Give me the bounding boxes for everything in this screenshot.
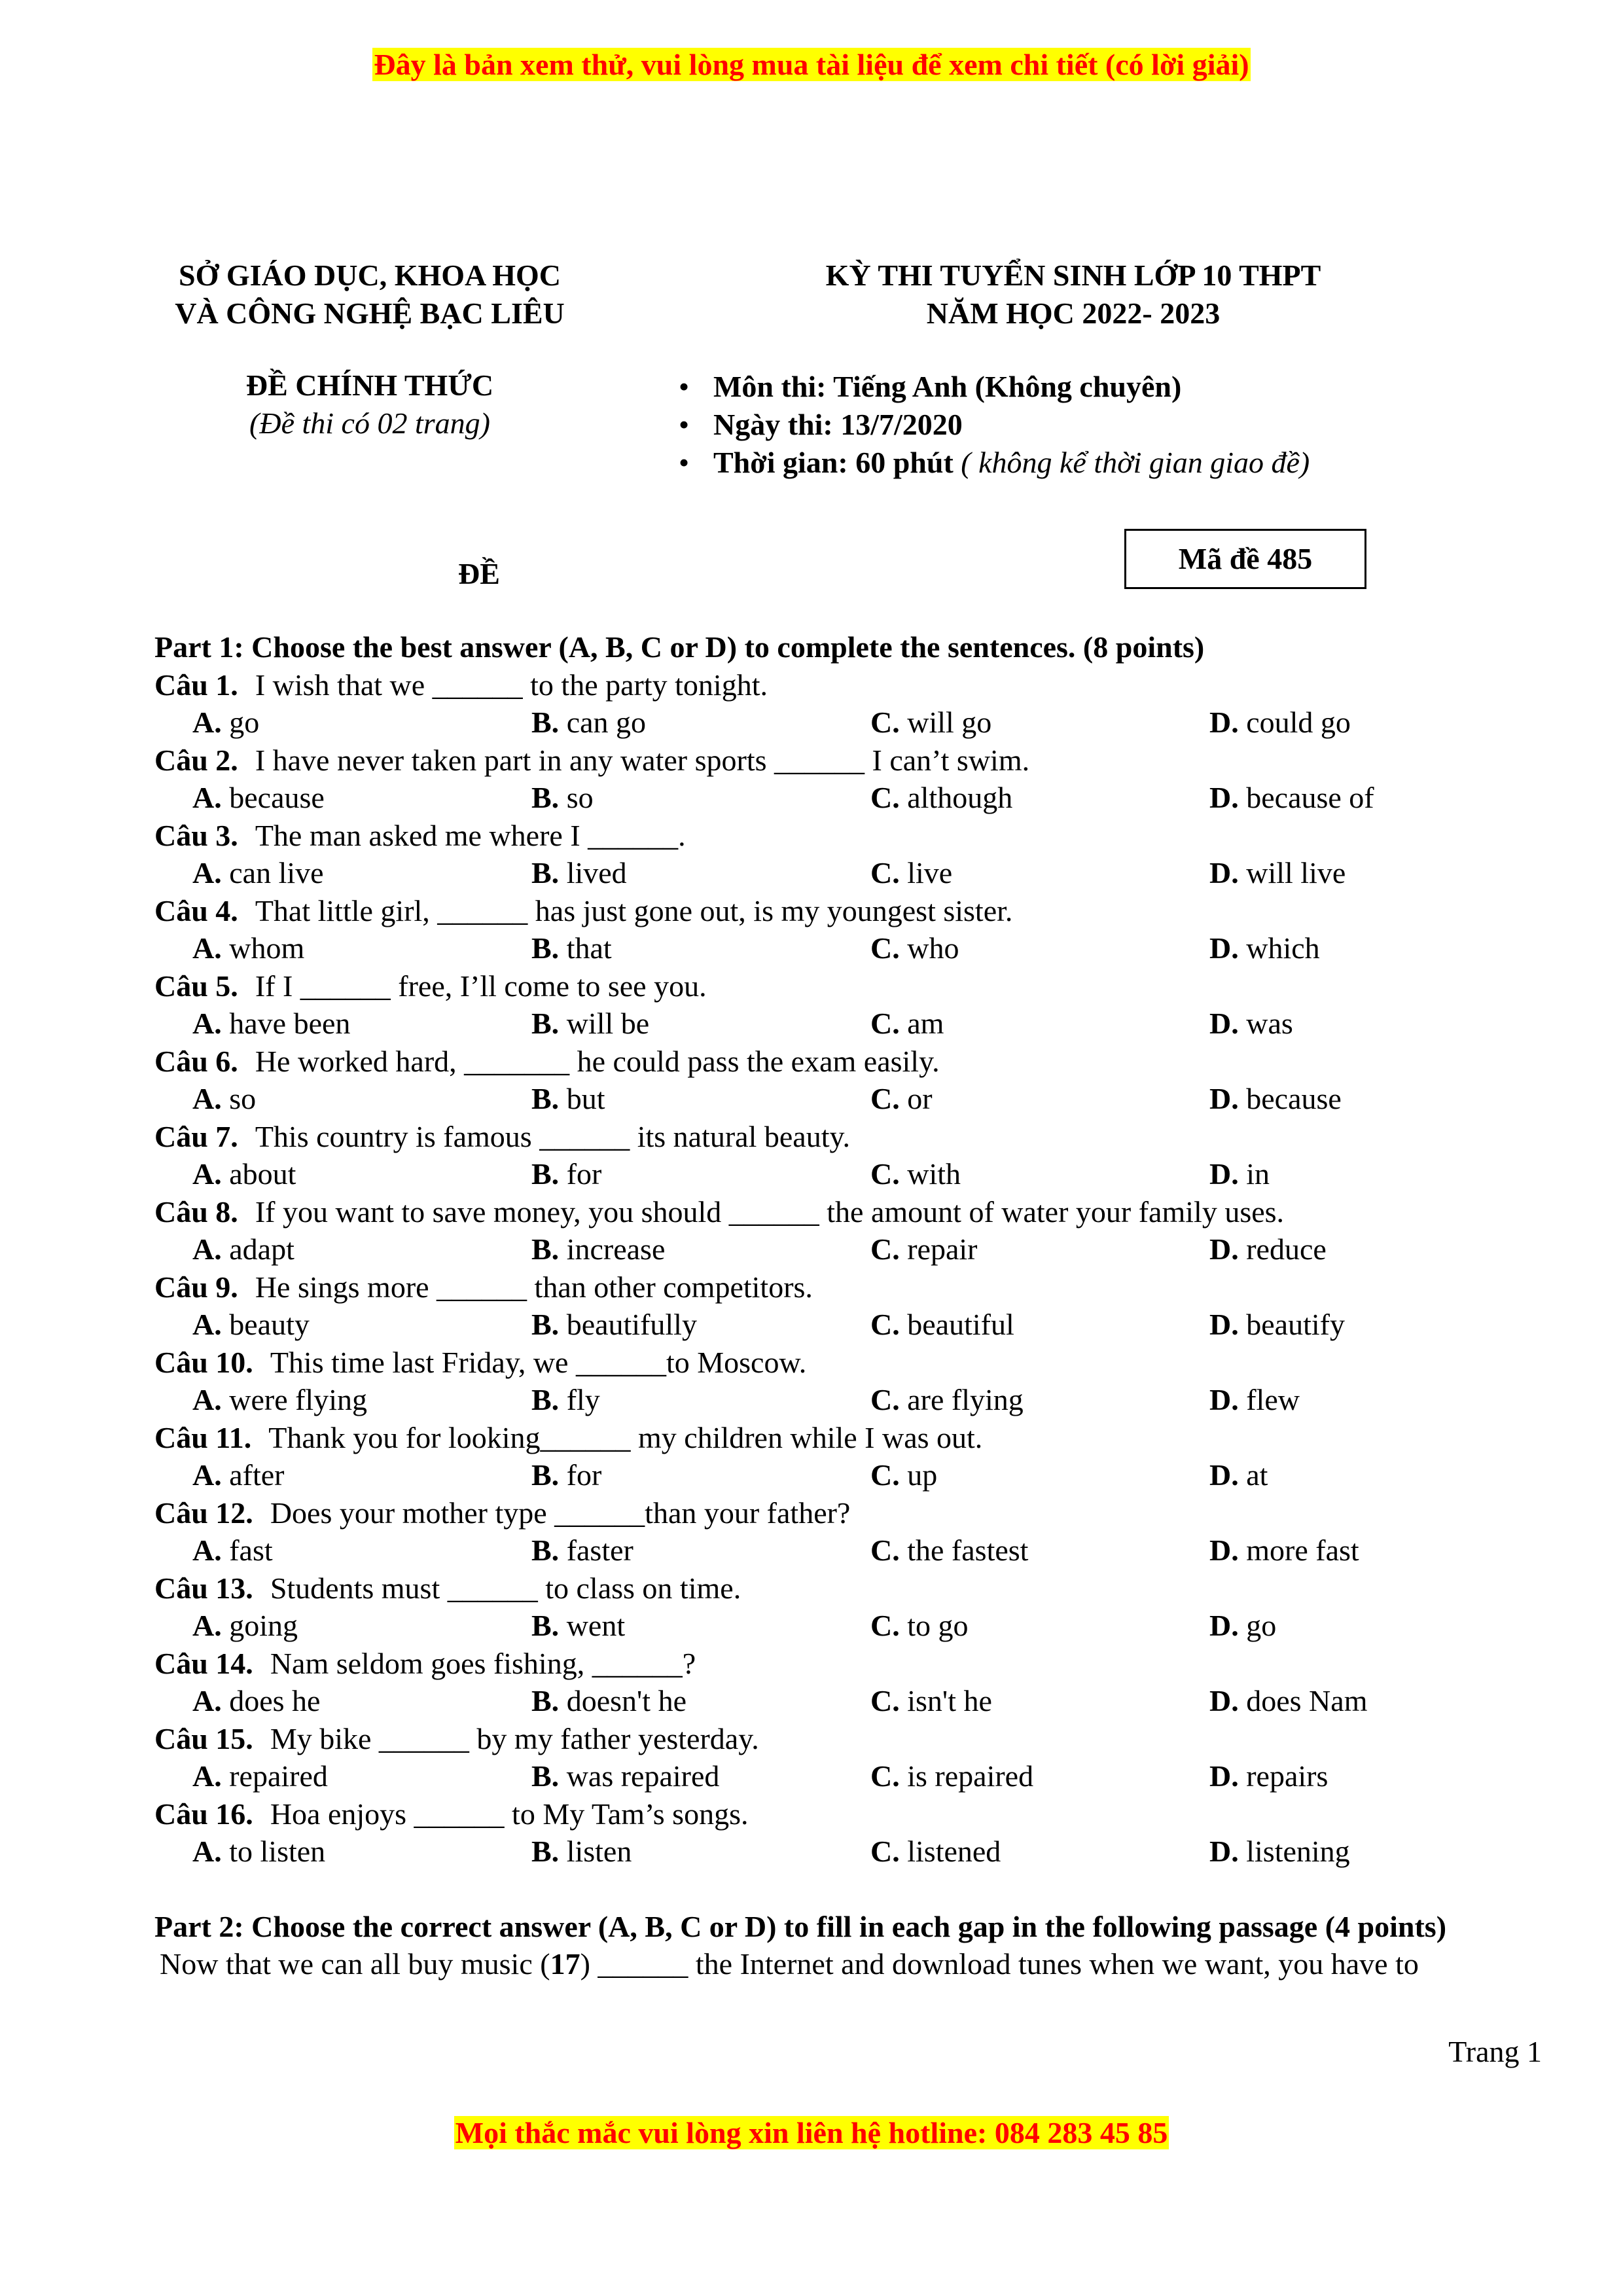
bullet-icon: •: [678, 446, 690, 479]
answer-option: [192, 1682, 531, 1720]
option-letter: A.: [192, 1759, 222, 1793]
page-number: Trang 1: [1448, 2035, 1542, 2068]
option-text: reduce: [1246, 1232, 1327, 1266]
question-number: Câu 1.: [154, 668, 238, 702]
option-letter: A.: [192, 1232, 222, 1266]
answer-option: [192, 1456, 531, 1494]
question-number: Câu 5.: [154, 969, 238, 1003]
question-number: Câu 9.: [154, 1270, 238, 1304]
option-letter: A.: [192, 1534, 222, 1567]
answer-option: [870, 1306, 1209, 1344]
option-letter: D.: [1209, 1759, 1239, 1793]
answer-option: [870, 1682, 1209, 1720]
question-row: [154, 817, 1548, 855]
option-text: will live: [1246, 856, 1346, 889]
answer-option: [870, 1230, 1209, 1268]
question-number: Câu 13.: [154, 1571, 253, 1605]
question-number: Câu 11.: [154, 1420, 252, 1454]
answer-options: [154, 1456, 1548, 1494]
option-text: beautify: [1246, 1308, 1345, 1341]
question-text: Hoa enjoys ______ to My Tam’s songs.: [270, 1797, 749, 1831]
answer-option: [192, 854, 531, 892]
answer-options: [154, 1080, 1548, 1118]
answer-option: [531, 1230, 870, 1268]
answer-options: [154, 1532, 1548, 1570]
option-text: go: [229, 706, 260, 739]
option-letter: B.: [531, 781, 560, 814]
answer-option: [1209, 1833, 1548, 1871]
answer-option: [1209, 929, 1548, 967]
option-text: was repaired: [566, 1759, 720, 1793]
option-text: live: [907, 856, 953, 889]
hotline-banner: [0, 2115, 1623, 2150]
option-letter: C.: [870, 1759, 900, 1793]
answer-option: [192, 1080, 531, 1118]
answer-options: [154, 1607, 1548, 1645]
option-letter: B.: [531, 1157, 560, 1191]
question-number: Câu 4.: [154, 893, 238, 927]
answer-option: [870, 1607, 1209, 1645]
answer-option: [531, 1757, 870, 1795]
option-text: but: [566, 1082, 605, 1115]
option-text: the fastest: [907, 1534, 1029, 1567]
option-letter: A.: [192, 1082, 222, 1115]
answer-option: [192, 779, 531, 817]
option-text: to listen: [229, 1835, 326, 1868]
answer-option: [531, 1005, 870, 1043]
answer-option: [531, 1155, 870, 1193]
question-row: [154, 1720, 1548, 1758]
option-letter: A.: [192, 1835, 222, 1868]
answer-option: [870, 1381, 1209, 1419]
official-label: ĐỀ CHÍNH THỨC: [245, 368, 494, 402]
question-text: I have never taken part in any water sports ______ I can’t swim.: [255, 743, 1030, 777]
question-text: This time last Friday, we ______to Moscow.: [270, 1345, 807, 1379]
option-letter: B.: [531, 1835, 560, 1868]
pages-note: (Đề thi có 02 trang): [249, 406, 490, 440]
option-text: were flying: [229, 1383, 367, 1416]
option-text: isn't he: [907, 1684, 992, 1717]
answer-option: [192, 704, 531, 742]
question-number: Câu 8.: [154, 1194, 238, 1229]
answer-option: [1209, 1381, 1548, 1419]
option-text: for: [566, 1157, 602, 1191]
answer-option: [192, 1381, 531, 1419]
question-text: Does your mother type ______than your father?: [270, 1496, 851, 1530]
department-header: [131, 257, 609, 332]
answer-option: [531, 1833, 870, 1871]
option-letter: C.: [870, 1308, 900, 1341]
part2-title: Part 2: Choose the correct answer (A, B, C or D) to fill in each gap in the following passage (4 points): [154, 1909, 1447, 1943]
option-letter: C.: [870, 1684, 900, 1717]
answer-options: [154, 1682, 1548, 1720]
answer-option: [1209, 1005, 1548, 1043]
question-row: [154, 1494, 1548, 1532]
school-year: NĂM HỌC 2022- 2023: [926, 296, 1221, 330]
answer-option: [192, 1155, 531, 1193]
option-letter: B.: [531, 706, 560, 739]
option-letter: D.: [1209, 1458, 1239, 1492]
answer-option: [870, 1080, 1209, 1118]
option-text: listened: [907, 1835, 1001, 1868]
question-text: Nam seldom goes fishing, ______?: [270, 1646, 696, 1680]
option-text: will go: [907, 706, 992, 739]
answer-option: [1209, 779, 1548, 817]
date-text: Ngày thi: 13/7/2020: [713, 408, 963, 441]
option-text: which: [1246, 931, 1320, 965]
answer-option: [192, 1005, 531, 1043]
option-letter: B.: [531, 1458, 560, 1492]
option-text: repair: [907, 1232, 978, 1266]
option-text: listen: [566, 1835, 632, 1868]
question-row: [154, 892, 1548, 930]
option-letter: C.: [870, 856, 900, 889]
option-text: because: [1246, 1082, 1342, 1115]
option-letter: A.: [192, 1157, 222, 1191]
answer-option: [870, 1833, 1209, 1871]
option-letter: D.: [1209, 1007, 1239, 1040]
answer-option: [870, 929, 1209, 967]
de-label: ĐỀ: [458, 557, 500, 590]
option-text: because of: [1246, 781, 1374, 814]
option-letter: C.: [870, 931, 900, 965]
question-number: Câu 7.: [154, 1119, 238, 1153]
department-line-1: SỞ GIÁO DỤC, KHOA HỌC: [178, 259, 561, 292]
answer-option: [870, 1456, 1209, 1494]
answer-option: [531, 1607, 870, 1645]
option-letter: D.: [1209, 1082, 1239, 1115]
option-letter: D.: [1209, 1157, 1239, 1191]
answer-options: [154, 1833, 1548, 1871]
option-text: more fast: [1246, 1534, 1359, 1567]
answer-option: [192, 1607, 531, 1645]
option-letter: D.: [1209, 1609, 1239, 1642]
option-letter: A.: [192, 931, 222, 965]
answer-options: [154, 779, 1548, 817]
exam-info-subject: [654, 368, 1310, 406]
answer-option: [531, 1532, 870, 1570]
answer-option: [870, 779, 1209, 817]
option-letter: B.: [531, 1684, 560, 1717]
question-row: [154, 1344, 1548, 1382]
answer-option: [1209, 1757, 1548, 1795]
answer-option: [192, 1757, 531, 1795]
option-letter: C.: [870, 1534, 900, 1567]
answer-option: [531, 1381, 870, 1419]
answer-option: [1209, 1682, 1548, 1720]
question-number: Câu 3.: [154, 818, 238, 852]
option-letter: B.: [531, 1007, 560, 1040]
question-row: [154, 666, 1548, 704]
exam-info-date: [654, 406, 1310, 444]
option-letter: D.: [1209, 1534, 1239, 1567]
answer-option: [531, 1306, 870, 1344]
exam-code-box: Mã đề 485: [1124, 529, 1366, 589]
question-text: He sings more ______ than other competitors.: [255, 1270, 813, 1304]
answer-option: [1209, 1155, 1548, 1193]
option-letter: C.: [870, 1609, 900, 1642]
question-number: Câu 14.: [154, 1646, 253, 1680]
option-letter: C.: [870, 1007, 900, 1040]
bullet-icon: •: [678, 370, 690, 403]
option-letter: B.: [531, 1534, 560, 1567]
question-number: Câu 16.: [154, 1797, 253, 1831]
option-letter: D.: [1209, 1684, 1239, 1717]
answer-option: [192, 1230, 531, 1268]
option-text: doesn't he: [566, 1684, 687, 1717]
option-text: go: [1246, 1609, 1277, 1642]
hotline-banner-text: Mọi thắc mắc vui lòng xin liên hệ hotline: 084 283 45 85: [455, 2116, 1168, 2149]
option-letter: C.: [870, 781, 900, 814]
option-text: although: [907, 781, 1013, 814]
answer-options: [154, 1381, 1548, 1419]
option-letter: C.: [870, 1157, 900, 1191]
question-row: [154, 1795, 1548, 1833]
answer-option: [1209, 854, 1548, 892]
option-text: can go: [566, 706, 647, 739]
answer-option: [531, 779, 870, 817]
option-text: in: [1246, 1157, 1270, 1191]
option-text: are flying: [907, 1383, 1024, 1416]
option-text: fast: [229, 1534, 273, 1567]
answer-option: [1209, 1306, 1548, 1344]
question-row: [154, 1645, 1548, 1683]
answer-options: [154, 704, 1548, 742]
question-text: If you want to save money, you should ______ the amount of water your family uses.: [255, 1194, 1285, 1229]
option-letter: C.: [870, 1458, 900, 1492]
option-text: repairs: [1246, 1759, 1329, 1793]
option-text: after: [229, 1458, 285, 1492]
option-text: does he: [229, 1684, 321, 1717]
option-letter: B.: [531, 856, 560, 889]
answer-option: [1209, 1080, 1548, 1118]
option-letter: D.: [1209, 1232, 1239, 1266]
option-text: does Nam: [1246, 1684, 1368, 1717]
department-line-2: VÀ CÔNG NGHỆ BẠC LIÊU: [175, 296, 565, 330]
part1-title: Part 1: Choose the best answer (A, B, C or D) to complete the sentences. (8 points): [154, 630, 1205, 664]
question-number: Câu 15.: [154, 1721, 253, 1755]
exam-info-time: [654, 444, 1310, 482]
answer-option: [192, 1306, 531, 1344]
option-text: flew: [1246, 1383, 1300, 1416]
question-text: This country is famous ______ its natural beauty.: [255, 1119, 851, 1153]
option-letter: D.: [1209, 706, 1239, 739]
option-text: listening: [1246, 1835, 1350, 1868]
option-letter: C.: [870, 1082, 900, 1115]
option-letter: A.: [192, 1458, 222, 1492]
option-text: whom: [229, 931, 305, 965]
answer-option: [870, 1757, 1209, 1795]
exam-info-list: [654, 368, 1310, 482]
option-letter: D.: [1209, 1308, 1239, 1341]
passage-start: Now that we can all buy music (: [160, 1947, 550, 1981]
question-text: I wish that we ______ to the party tonight.: [255, 668, 768, 702]
option-text: beautiful: [907, 1308, 1014, 1341]
question-text: He worked hard, _______ he could pass the exam easily.: [255, 1044, 940, 1078]
answer-option: [531, 704, 870, 742]
option-text: who: [907, 931, 959, 965]
answer-option: [192, 1532, 531, 1570]
option-text: going: [229, 1609, 298, 1642]
question-text: My bike ______ by my father yesterday.: [270, 1721, 759, 1755]
option-letter: C.: [870, 1835, 900, 1868]
question-row: [154, 1570, 1548, 1607]
option-text: can live: [229, 856, 324, 889]
option-letter: D.: [1209, 931, 1239, 965]
exam-content: [154, 628, 1548, 1983]
option-text: have been: [229, 1007, 351, 1040]
option-letter: B.: [531, 1383, 560, 1416]
question-number: Câu 12.: [154, 1496, 253, 1530]
answer-option: [531, 1456, 870, 1494]
answer-option: [1209, 704, 1548, 742]
question-number: Câu 6.: [154, 1044, 238, 1078]
option-text: adapt: [229, 1232, 294, 1266]
option-letter: B.: [531, 1082, 560, 1115]
option-text: because: [229, 781, 325, 814]
answer-option: [870, 1155, 1209, 1193]
official-block: [131, 367, 609, 442]
answer-options: [154, 854, 1548, 892]
option-text: so: [229, 1082, 257, 1115]
answer-option: [1209, 1532, 1548, 1570]
answer-options: [154, 1230, 1548, 1268]
preview-banner: [0, 47, 1623, 82]
exam-title: KỲ THI TUYỂN SINH LỚP 10 THPT: [825, 259, 1321, 292]
option-letter: A.: [192, 1383, 222, 1416]
subject-text: Môn thi: Tiếng Anh (Không chuyên): [713, 370, 1182, 403]
option-letter: C.: [870, 706, 900, 739]
answer-option: [531, 1682, 870, 1720]
option-letter: D.: [1209, 781, 1239, 814]
gap-number: 17: [550, 1947, 580, 1981]
answer-options: [154, 1155, 1548, 1193]
option-text: beauty: [229, 1308, 310, 1341]
question-row: [154, 967, 1548, 1005]
option-text: is repaired: [907, 1759, 1034, 1793]
answer-option: [870, 1532, 1209, 1570]
option-letter: D.: [1209, 1383, 1239, 1416]
option-text: about: [229, 1157, 296, 1191]
option-text: at: [1246, 1458, 1268, 1492]
answer-option: [192, 1833, 531, 1871]
question-text: If I ______ free, I’ll come to see you.: [255, 969, 707, 1003]
option-text: lived: [566, 856, 627, 889]
answer-option: [192, 929, 531, 967]
passage-text: [154, 1945, 1548, 1983]
option-text: faster: [566, 1534, 633, 1567]
answer-option: [1209, 1456, 1548, 1494]
option-text: that: [566, 931, 612, 965]
answer-option: [1209, 1607, 1548, 1645]
question-text: That little girl, ______ has just gone out, is my youngest sister.: [255, 893, 1013, 927]
answer-option: [870, 854, 1209, 892]
answer-option: [870, 704, 1209, 742]
question-number: Câu 10.: [154, 1345, 253, 1379]
passage-rest: ) ______ the Internet and download tunes when we want, you have to: [580, 1947, 1419, 1981]
option-text: am: [907, 1007, 944, 1040]
question-row: [154, 1193, 1548, 1231]
option-letter: B.: [531, 1232, 560, 1266]
option-text: so: [566, 781, 594, 814]
exam-header: [713, 257, 1433, 332]
time-note: ( không kể thời gian giao đề): [961, 446, 1310, 479]
option-letter: A.: [192, 781, 222, 814]
answer-option: [531, 929, 870, 967]
question-row: [154, 1118, 1548, 1156]
option-text: with: [907, 1157, 961, 1191]
option-text: up: [907, 1458, 938, 1492]
option-text: to go: [907, 1609, 969, 1642]
option-letter: B.: [531, 1759, 560, 1793]
option-letter: A.: [192, 706, 222, 739]
option-letter: A.: [192, 1609, 222, 1642]
answer-options: [154, 1005, 1548, 1043]
question-list: [154, 666, 1548, 1871]
question-row: [154, 1268, 1548, 1306]
option-text: or: [907, 1082, 933, 1115]
option-text: increase: [566, 1232, 666, 1266]
option-text: repaired: [229, 1759, 328, 1793]
question-text: The man asked me where I ______.: [255, 818, 686, 852]
option-letter: D.: [1209, 856, 1239, 889]
answer-options: [154, 929, 1548, 967]
option-text: for: [566, 1458, 602, 1492]
question-text: Thank you for looking______ my children while I was out.: [268, 1420, 983, 1454]
answer-option: [531, 854, 870, 892]
option-letter: A.: [192, 1007, 222, 1040]
option-letter: D.: [1209, 1835, 1239, 1868]
answer-option: [870, 1005, 1209, 1043]
option-text: went: [566, 1609, 626, 1642]
option-text: fly: [566, 1383, 600, 1416]
option-letter: A.: [192, 856, 222, 889]
question-text: Students must ______ to class on time.: [270, 1571, 741, 1605]
answer-options: [154, 1306, 1548, 1344]
option-text: could go: [1246, 706, 1351, 739]
answer-options: [154, 1757, 1548, 1795]
option-letter: A.: [192, 1308, 222, 1341]
option-text: beautifully: [566, 1308, 697, 1341]
option-letter: C.: [870, 1232, 900, 1266]
option-letter: A.: [192, 1684, 222, 1717]
question-number: Câu 2.: [154, 743, 238, 777]
answer-option: [531, 1080, 870, 1118]
option-letter: C.: [870, 1383, 900, 1416]
bullet-icon: •: [678, 408, 690, 441]
question-row: [154, 1419, 1548, 1457]
time-text: Thời gian: 60 phút: [713, 446, 954, 479]
answer-option: [1209, 1230, 1548, 1268]
option-letter: B.: [531, 931, 560, 965]
option-letter: B.: [531, 1609, 560, 1642]
option-text: will be: [566, 1007, 650, 1040]
option-text: was: [1246, 1007, 1293, 1040]
option-letter: B.: [531, 1308, 560, 1341]
preview-banner-text: Đây là bản xem thử, vui lòng mua tài liệu để xem chi tiết (có lời giải): [374, 48, 1249, 81]
question-row: [154, 742, 1548, 780]
question-row: [154, 1043, 1548, 1081]
